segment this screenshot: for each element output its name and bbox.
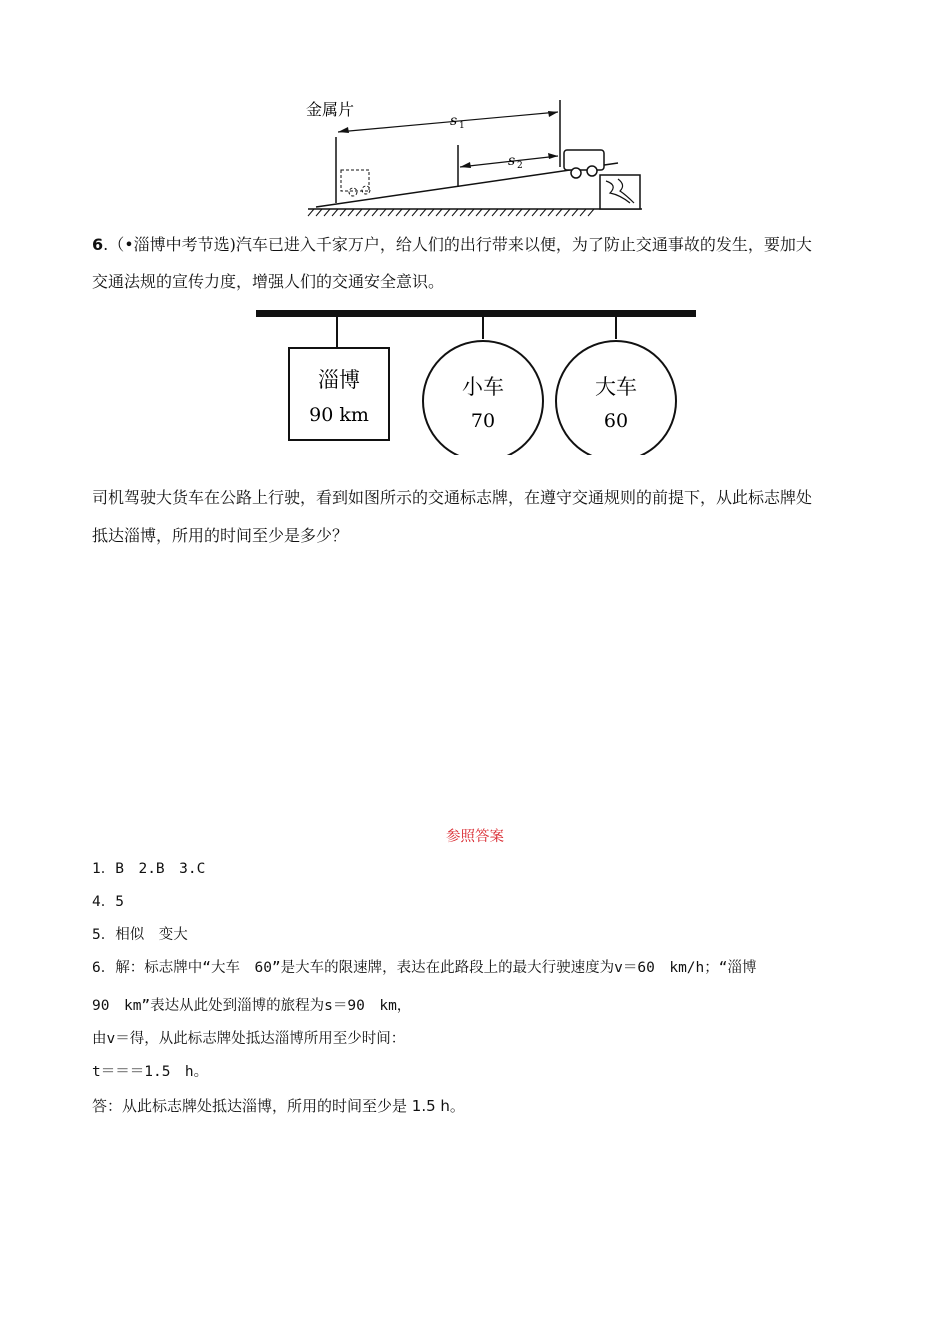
answer-1-3: 1．B 2.B 3.C [92, 861, 206, 877]
distance-sign [289, 348, 389, 440]
question-6-number: 6 [92, 235, 104, 254]
sign3-line1: 大车 [595, 375, 637, 399]
label-s2-sub: 2 [517, 161, 523, 171]
answer-6-line-2: 90 km”表达从此处到淄博的旅程为s＝90 km， [92, 998, 412, 1014]
sign2-line2: 70 [470, 410, 496, 432]
question-6-line-1 [92, 235, 812, 255]
incline-diagram [300, 95, 650, 220]
car-end-dashed [341, 170, 370, 196]
answer-6-line-1: 6．解：标志牌中“大车 60”是大车的限速牌，表达在此路段上的最大行驶速度为v＝60 km/h；“淄博 [92, 960, 757, 976]
traffic-signs-diagram [252, 305, 702, 455]
sign3-line2: 60 [603, 410, 629, 432]
sign1-line2: 90 km [309, 404, 369, 426]
label-s1: s [450, 113, 458, 129]
label-s2: s [508, 153, 516, 169]
answer-6-line-4: t＝＝＝1.5 h。 [92, 1064, 209, 1080]
label-s1-sub: 1 [459, 121, 465, 131]
answer-4: 4．5 [92, 894, 124, 910]
answer-6-line-3: 由v＝得，从此标志牌处抵达淄博所用至少时间： [92, 1031, 406, 1047]
answer-5: 5．相似 变大 [92, 927, 188, 943]
question-6-line-3: 司机驾驶大货车在公路上行驶，看到如图所示的交通标志牌，在遵守交通规则的前提下，从此标志牌处 [92, 488, 813, 507]
ground-hatch [308, 209, 594, 216]
s1-arrow [338, 112, 558, 132]
label-metal-plate: 金属片 [306, 100, 355, 119]
sign2-line1: 小车 [462, 375, 504, 399]
sign1-line1: 淄博 [318, 368, 360, 392]
question-6-line-2: 交通法规的宣传力度，增强人们的交通安全意识。 [92, 272, 445, 291]
truck [564, 150, 604, 178]
question-6-text-1: .（•淄博中考节选)汽车已进入千家万户，给人们的出行带来以便，为了防止交通事故的发生，要加大 [103, 235, 812, 254]
question-6-line-4: 抵达淄博，所用的时间至少是多少？ [92, 526, 349, 545]
answers-title: 参照答案 [446, 829, 504, 845]
answer-6-conclusion: 答：从此标志牌处抵达淄博，所用的时间至少是 1.5 h。 [92, 1097, 465, 1115]
sign-bar [256, 310, 696, 317]
